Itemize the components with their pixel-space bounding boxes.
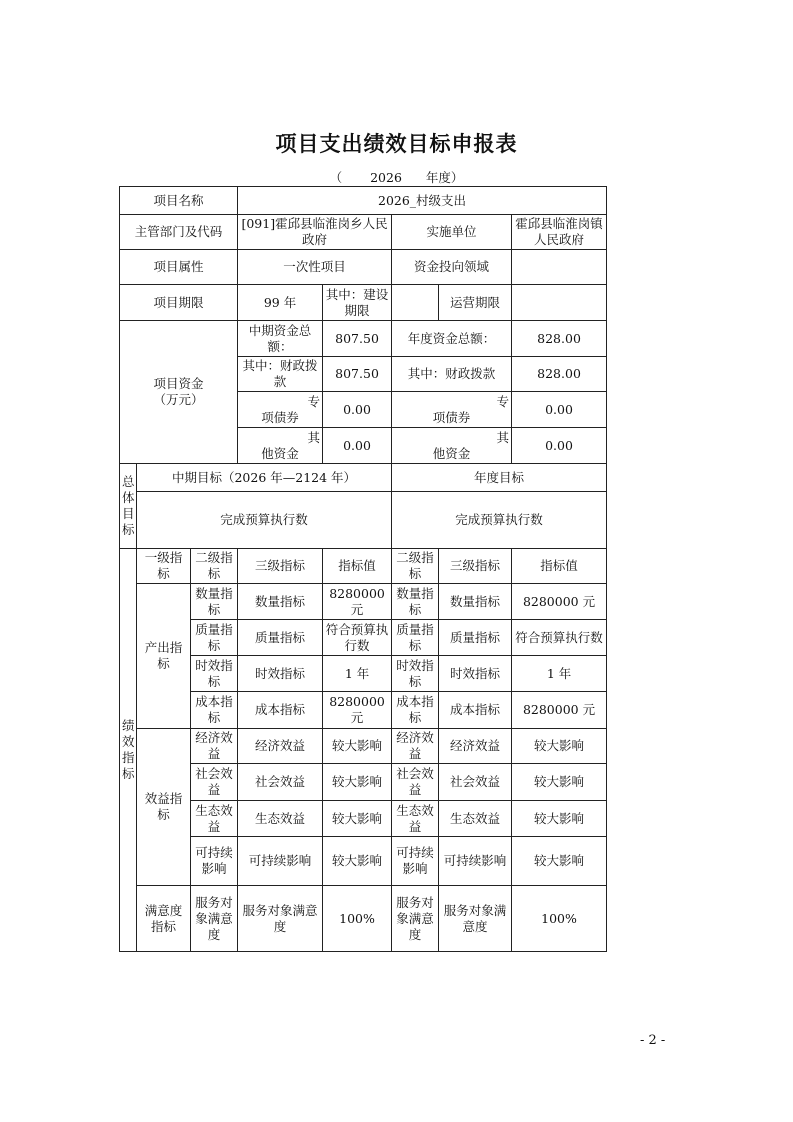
indicator-value: 1 年 xyxy=(323,656,392,692)
indicator-l3-year: 成本指标 xyxy=(439,692,512,729)
indicator-value: 较大影响 xyxy=(323,764,392,801)
year-open-paren: （ xyxy=(329,170,343,185)
form-title: 项目支出绩效目标申报表 xyxy=(275,131,518,156)
year-label: 年度） xyxy=(425,170,464,185)
indicator-value: 较大影响 xyxy=(323,837,392,886)
table-row xyxy=(120,764,607,801)
project-period-value: 99 年 xyxy=(238,285,323,321)
operation-period-label: 运营期限 xyxy=(439,285,512,321)
mid-total-label: 中期资金总额： xyxy=(238,321,323,357)
header-level1: 一级指标 xyxy=(137,549,191,584)
year-goal-header: 年度目标 xyxy=(392,464,607,492)
indicator-l3-year: 时效指标 xyxy=(439,656,512,692)
report-year: 2026 xyxy=(370,170,402,185)
indicator-value-year: 较大影响 xyxy=(512,729,607,764)
year-line xyxy=(0,168,793,186)
indicator-l2-year: 社会效益 xyxy=(392,764,439,801)
year-bond-value: 0.00 xyxy=(512,392,607,428)
dept-value: [091]霍邱县临淮岗乡人民政府 xyxy=(238,215,392,250)
mid-bond-label: 专 项债券 xyxy=(238,392,323,428)
indicator-value-year: 1 年 xyxy=(512,656,607,692)
indicator-l3-year: 可持续影响 xyxy=(439,837,512,886)
indicator-l2: 质量指标 xyxy=(191,620,238,656)
performance-form-table xyxy=(119,186,607,952)
indicator-l2: 数量指标 xyxy=(191,584,238,620)
fund-field-value xyxy=(512,250,607,285)
indicator-value: 较大影响 xyxy=(323,801,392,837)
mid-fiscal-value: 807.50 xyxy=(323,357,392,392)
mid-other-label: 其 他资金 xyxy=(238,428,323,464)
group-satisfaction: 满意度指标 xyxy=(137,886,191,952)
table-row xyxy=(120,729,607,764)
project-attr-value: 一次性项目 xyxy=(238,250,392,285)
indicator-value: 符合预算执行数 xyxy=(323,620,392,656)
project-name-value: 2026_村级支出 xyxy=(238,187,607,215)
indicator-l3: 数量指标 xyxy=(238,584,323,620)
year-fiscal-value: 828.00 xyxy=(512,357,607,392)
indicator-l2: 社会效益 xyxy=(191,764,238,801)
indicator-l3: 服务对象满意度 xyxy=(238,886,323,952)
mid-total-value: 807.50 xyxy=(323,321,392,357)
indicator-value-year: 较大影响 xyxy=(512,764,607,801)
indicator-value: 8280000 元 xyxy=(323,692,392,729)
indicator-l3: 社会效益 xyxy=(238,764,323,801)
indicator-l2-year: 数量指标 xyxy=(392,584,439,620)
year-bond-label: 专 项债券 xyxy=(392,392,512,428)
mid-bond-value: 0.00 xyxy=(323,392,392,428)
indicator-l3-year: 服务对象满意度 xyxy=(439,886,512,952)
group-benefit: 效益指标 xyxy=(137,729,191,886)
indicator-side-label: 绩效指标 xyxy=(120,549,137,952)
indicator-l2-year: 质量指标 xyxy=(392,620,439,656)
indicator-value-year: 8280000 元 xyxy=(512,584,607,620)
indicator-value-year: 100% xyxy=(512,886,607,952)
table-row xyxy=(120,837,607,886)
indicator-value: 100% xyxy=(323,886,392,952)
indicator-l2-year: 成本指标 xyxy=(392,692,439,729)
indicator-l3: 经济效益 xyxy=(238,729,323,764)
table-row xyxy=(120,692,607,729)
indicator-value: 较大影响 xyxy=(323,729,392,764)
table-row xyxy=(120,656,607,692)
indicator-value: 8280000 元 xyxy=(323,584,392,620)
year-total-label: 年度资金总额： xyxy=(392,321,512,357)
fund-field-label: 资金投向领域 xyxy=(392,250,512,285)
indicator-l2: 成本指标 xyxy=(191,692,238,729)
mid-other-value: 0.00 xyxy=(323,428,392,464)
header-level2: 二级指标 xyxy=(191,549,238,584)
header-value: 指标值 xyxy=(323,549,392,584)
indicator-l2-year: 时效指标 xyxy=(392,656,439,692)
indicator-l3: 时效指标 xyxy=(238,656,323,692)
funds-label-line1: 项目资金 xyxy=(153,376,204,391)
indicator-l3-year: 数量指标 xyxy=(439,584,512,620)
indicator-l3: 生态效益 xyxy=(238,801,323,837)
table-row xyxy=(120,620,607,656)
impl-unit-label: 实施单位 xyxy=(392,215,512,250)
indicator-l3: 成本指标 xyxy=(238,692,323,729)
project-attr-label: 项目属性 xyxy=(120,250,238,285)
year-total-value: 828.00 xyxy=(512,321,607,357)
project-name-label: 项目名称 xyxy=(120,187,238,215)
year-other-label: 其 他资金 xyxy=(392,428,512,464)
indicator-l2-year: 可持续影响 xyxy=(392,837,439,886)
dept-label: 主管部门及代码 xyxy=(120,215,238,250)
indicator-value-year: 较大影响 xyxy=(512,837,607,886)
year-goal-text: 完成预算执行数 xyxy=(392,492,607,549)
impl-unit-value: 霍邱县临淮岗镇人民政府 xyxy=(512,215,607,250)
indicator-l3-year: 生态效益 xyxy=(439,801,512,837)
indicator-l2: 可持续影响 xyxy=(191,837,238,886)
mid-goal-header: 中期目标（2026 年—2124 年） xyxy=(137,464,392,492)
mid-fiscal-label: 其中：财政拨款 xyxy=(238,357,323,392)
header-value-year: 指标值 xyxy=(512,549,607,584)
table-row xyxy=(120,801,607,837)
indicator-value-year: 符合预算执行数 xyxy=(512,620,607,656)
indicator-l2: 生态效益 xyxy=(191,801,238,837)
indicator-value-year: 8280000 元 xyxy=(512,692,607,729)
indicator-l2-year: 服务对象满意度 xyxy=(392,886,439,952)
indicator-l2: 经济效益 xyxy=(191,729,238,764)
indicator-l3-year: 社会效益 xyxy=(439,764,512,801)
page-number: - 2 - xyxy=(640,1033,666,1048)
group-output: 产出指标 xyxy=(137,584,191,729)
header-level3: 三级指标 xyxy=(238,549,323,584)
table-row xyxy=(120,584,607,620)
table-row xyxy=(120,886,607,952)
indicator-value-year: 较大影响 xyxy=(512,801,607,837)
indicator-l2-year: 经济效益 xyxy=(392,729,439,764)
header-level2-year: 二级指标 xyxy=(392,549,439,584)
header-level3-year: 三级指标 xyxy=(439,549,512,584)
year-other-value: 0.00 xyxy=(512,428,607,464)
year-fiscal-label: 其中：财政拨款 xyxy=(392,357,512,392)
indicator-l3: 可持续影响 xyxy=(238,837,323,886)
funds-label-line2: （万元） xyxy=(153,392,204,407)
indicator-l3-year: 经济效益 xyxy=(439,729,512,764)
build-period-value xyxy=(392,285,439,321)
indicator-l2: 服务对象满意度 xyxy=(191,886,238,952)
build-period-label: 其中：建设期限 xyxy=(323,285,392,321)
project-period-label: 项目期限 xyxy=(120,285,238,321)
mid-goal-text: 完成预算执行数 xyxy=(137,492,392,549)
operation-period-value xyxy=(512,285,607,321)
indicator-l3-year: 质量指标 xyxy=(439,620,512,656)
indicator-l2: 时效指标 xyxy=(191,656,238,692)
indicator-l2-year: 生态效益 xyxy=(392,801,439,837)
funds-label xyxy=(120,321,238,464)
indicator-l3: 质量指标 xyxy=(238,620,323,656)
overall-goal-side-label: 总体目标 xyxy=(120,464,137,549)
